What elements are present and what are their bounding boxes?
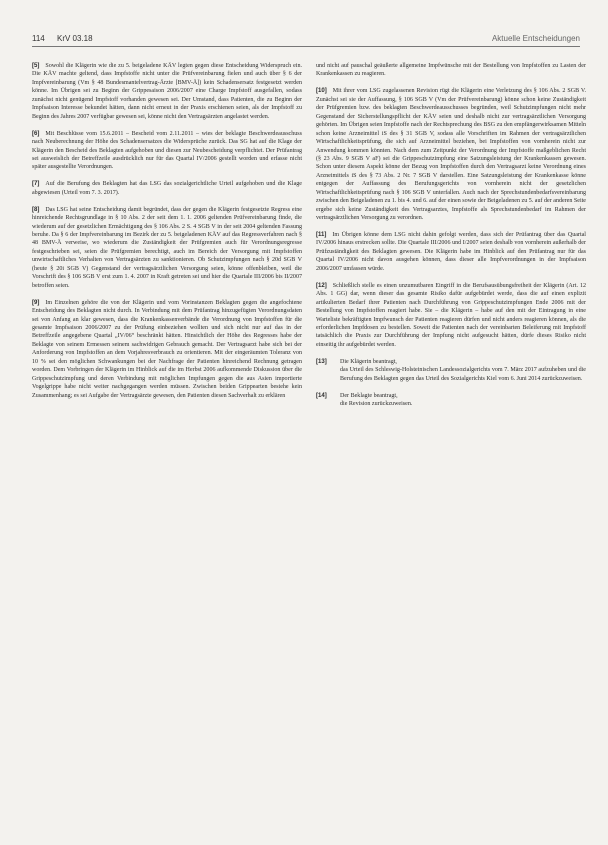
paragraph-6 (32, 130, 302, 172)
section-title: Aktuelle Entscheidungen (491, 34, 580, 43)
paragraph-text: Mit ihrer vom LSG zugelassenen Revision rügt die Klägerin eine Verletzung des § 106 Abs. 2 SGB V. Zunächst sei sie der Auffassung, § 106 SGB V (Vm der Prüfvereinbarung) könne schon keine Zuständigkeit der Prüfgremien bzw. des beklagten Beschwerdeausschusses begründen, weil Schutzimpfungen nicht mehr Gegenstand der Sicherstellungspflicht der KÄV seien und deshalb nicht zur vertragsärztlichen Versorgung gehörten. Im Übrigen seien Impfstoffe nach der Rechtsprechung des BSG zu den empfängerwirksamen Mitteln schon keine Arzneimittel iS des § 31 SGB V, sodass alle Vorschriften im Rahmen der vertragsärztlichen Wirtschaftlichkeitsprüfung, die sich auf Arzneimittel beziehen, bei Impfstoffen von vornherein nicht zur Anwendung kommen könnten. Nach dem zum Zeitpunkt der Verordnung der Impfstoffe maßgeblichen Recht (§ 23 Abs. 9 SGB V aF) sei die Grippeschutzimpfung eine Satzungsleistung der Krankenkassen gewesen. Schon unter diesem Aspekt könne der Bezug von Impfstoffen durch den Vertragsarzt keine Verordnung eines Arzneimittels iS des § 73 Abs. 2 Nr. 7 SGB V darstellen. Eine Satzungsleistung der Krankenkasse könne entgegen der Auffassung des Berufungsgerichts von vornherein nicht der gesetzlichen Wirtschaftlichkeitsprüfung nach § 106 SGB V unterfallen. Auch nach der Sprechstundenbedarfsvereinbarung zwischen den Beigeladenen zu 1. bis 4. und 6. auf der einen sowie der Beigeladenen zu 5. auf der anderen Seite ergebe sich keine Zuständigkeit des Vertragsarztes, Impfstoffe als Sprechstundenbedarf im Rahmen der vertragsärztlichen Versorgung zu verordnen. (316, 88, 586, 222)
journal-issue: KrV 03.18 (57, 34, 93, 43)
paragraph-number: [10] (316, 88, 327, 95)
right-column (316, 62, 586, 417)
paragraph-text: Sowohl die Klägerin wie die zu 5. beigeladene KÄV legten gegen diese Entscheidung Widerspruch ein. Die KÄV machte geltend, dass Impfstoffe nicht unter die Prüfvereinbarung fielen und auch über § 6 der Impfvereinbarung (Vm § 48 Bundesmantelvertrag-Ärzte [BMV-Ä]) kein Schadensersatz festgesetzt werden könne. Im Übrigen sei zu Beginn der Grippesaison 2006/2007 eine Charge Impfstoff ausgefallen, sodass zunächst nicht genügend Impfstoff vorhanden gewesen sei. Der Umstand, dass Patienten, die zu Beginn der Impfsaison Interesse bekundet hätten, dann nicht erneut in der Praxis erschienen seien, als der Impfstoff zu Beginn des Jahres 2007 verfügbar gewesen sei, könne nicht den Vertragsärzten angelastet werden. (32, 63, 302, 120)
motion-body (340, 358, 586, 383)
paragraph-text: Mit Beschlüsse vom 15.6.2011 – Bescheid vom 2.11.2011 – wies der beklagte Beschwerdeausschuss nach Neuberechnung der Höhe des Schadensersatzes die Widersprüche zurück. Das SG hat auf die Klage der Klägerin den Bescheid des Beklagten aufgehoben und diesen zur Neubescheidung verpflichtet. Der Prüfantrag sei ausweislich der Betreffzeile ausdrücklich nur für das Quartal IV/2006 gestellt worden und erfasse nicht später ausgestellte Verordnungen. (32, 130, 302, 171)
header-rule (32, 46, 580, 47)
paragraph-number: [7] (32, 181, 40, 188)
page-number: 114 (32, 34, 45, 43)
paragraph-text: Im Übrigen könne dem LSG nicht dahin gefolgt werden, dass sich der Prüfantrag über das Quartal IV/2006 hinaus erstrecken sollte. Die Quartale III/2006 und I/2007 seien deshalb von vornherein außerhalb der Prüfzuständigkeit des Beklagten gewesen. Die Klägerin habe im Hinblick auf den Prüfantrag nur für das Quartal IV/2006 nicht davon ausgehen können, dass dieser alle Impfverordnungen in der Impfsaison 2006/2007 umfassen würde. (316, 232, 586, 272)
paragraph-text: Schließlich stelle es einen unzumutbaren Eingriff in die Berufsausübungsfreiheit der Klägerin (Art. 12 Abs. 1 GG) dar, wenn dieser das gesamte Risiko dafür aufgebürdet werde, dass die auf einen explizit artikulierten Bedarf ihrer Patienten nach Durchführung von Grippeschutzimpfungen Ende 2006 mit der Bestellung von Impfstoffen reagiert habe. Sie – die Klägerin – habe auf den mit der Eintragung in eine Warteliste bekräftigten Impfwunsch der Patienten reagieren dürfen und nicht anders reagieren können, als die erforderlichen Impfdosen zu bestellen. Soweit die Patienten nach der vereinbarten Beleiferung mit Impfstoff tatsächlich die Praxis zur Durchführung der Impfung nicht aufgesucht hätten, dürfe dieses Risiko nicht einseitig ihr aufgebürdet werden. (316, 282, 586, 348)
paragraph-text: Im Einzelnen gehöre die von der Klägerin und vom Vorinstanzen Beklagten gegen die angefochtene Entscheidung des Beklagten nicht durch. In Verbindung mit dem Prüfantrag hinzugefügten Verordnungsdaten sei von Anfang an klar gewesen, dass die Krankenkassenverbände die Verordnung von Impfstoffen für die gesamte Impfsaison 2006/2007 zu der Prüfung einbeziehen wollten und sich nicht nur auf das in der Betreffzeile angegebene Quartal „IV/06“ beschränkt hätten. Hinsichtlich der Höhe des Regresses habe der Beklagte von seinem Ermessen seinem sachwidrigen Gebrauch gemacht. Der Vertragsarzt habe sich bei der Anforderung von Impfstoffen an dem Vorjahresverbrauch zu orientieren. Mit der eingeräumten Toleranz von 10 % sei den möglichen Schwankungen bei der Nachfrage der Patienten hinreichend Rechnung getragen worden. Dem Vorbringen der Klägerin im Hinblick auf die im Herbst 2006 aufkommende Diskussion über die Grippeschutzimpfung und deren Verbindung mit möglichen Impfungen gegen die aus Asien importierte Vogelgrippe habe nicht weiter nachgegangen werden müssen. Zwischen beiden Grippearten bestehe kein Zusammenhang; es sei Aufgabe der Vertragsärzte gewesen, den Patienten diesen Sachverhalt zu erklären (32, 299, 302, 399)
paragraph-number: [8] (32, 206, 40, 213)
paragraph-12 (316, 282, 586, 350)
paragraph-number: [12] (316, 282, 327, 289)
paragraph-continuation (316, 62, 586, 79)
motion-intro: Die Klägerin beantragt, (340, 358, 397, 365)
paragraph-13 (316, 358, 586, 383)
header-left (32, 34, 103, 43)
paragraph-number: [11] (316, 232, 327, 239)
paragraph-11 (316, 231, 586, 273)
page-header (32, 34, 580, 48)
paragraph-number: [6] (32, 130, 40, 137)
paragraph-5 (32, 62, 302, 121)
paragraph-number: [9] (32, 299, 40, 306)
paragraph-8 (32, 206, 302, 291)
paragraph-number: [5] (32, 63, 40, 69)
paragraph-14 (316, 392, 586, 409)
paragraph-10 (316, 87, 586, 222)
paragraph-number: [13] (316, 358, 327, 365)
left-column (32, 62, 302, 409)
paragraph-7 (32, 180, 302, 197)
paragraph-text: und nicht auf pauschal geäußerte allgemeine Impfwünsche mit der Bestellung von Impfstoffen zu Lasten der Krankenkassen zu reagieren. (316, 63, 586, 78)
motion-text: die Revision zurückzuweisen. (340, 401, 413, 408)
paragraph-9 (32, 299, 302, 400)
motion-text: das Urteil des Schleswig-Holsteinischen Landessozialgerichts vom 7. März 2017 aufzuheben und die Berufung des Beklagten gegen das Urteil des Sozialgerichts Kiel vom 6. Juni 2014 zurückzuweisen. (340, 367, 586, 382)
paragraph-number: [14] (316, 392, 327, 399)
paragraph-text: Auf die Berufung des Beklagten hat das LSG das sozialgerichtliche Urteil aufgehoben und die Klage abgewiesen (Urteil vom 7. 3. 2017). (32, 181, 302, 196)
motion-body (340, 392, 586, 409)
paragraph-text: Das LSG hat seine Entscheidung damit begründet, dass der gegen die Klägerin festgesetzte Regress eine hinreichende Rechtsgrundlage in § 10 Abs. 2 der seit dem 1. 1. 2006 geltenden Prüfvereinbarung finde, die wiederum auf der gesetzlichen Ermächtigung des § 106 Abs. 2 S. 4 SGB V in der seit 2004 geltenden Fassung beruhe. Da § 6 der Impfvereinbarung im Bezirk der zu 5. beigeladenen KÄV auf das Regressverfahren nach § 48 BMV-Ä verweise, wo wiederum die Zuständigkeit der Prüfgremien auch für Verordnungsregresse festgeschrieben sei, seien die Prüfgremien berechtigt, auch im Bereich der Versorgung mit Impfstoffen unwirtschaftliches Verhalten von Vertragsärzten zu sanktionieren. Ob Schutzimpfungen nach § 20d SGB V (heute § 20i SGB V) Gegenstand der vertragsärztlichen Versorgung seien, könne offenbleiben, weil die Vorschrift des § 106 SGB V erst zum 1. 4. 2007 in Kraft getreten sei und hier die Quartale III/2006 bis II/2007 betroffen seien. (32, 206, 302, 289)
motion-intro: Der Beklagte beantragt, (340, 392, 398, 399)
